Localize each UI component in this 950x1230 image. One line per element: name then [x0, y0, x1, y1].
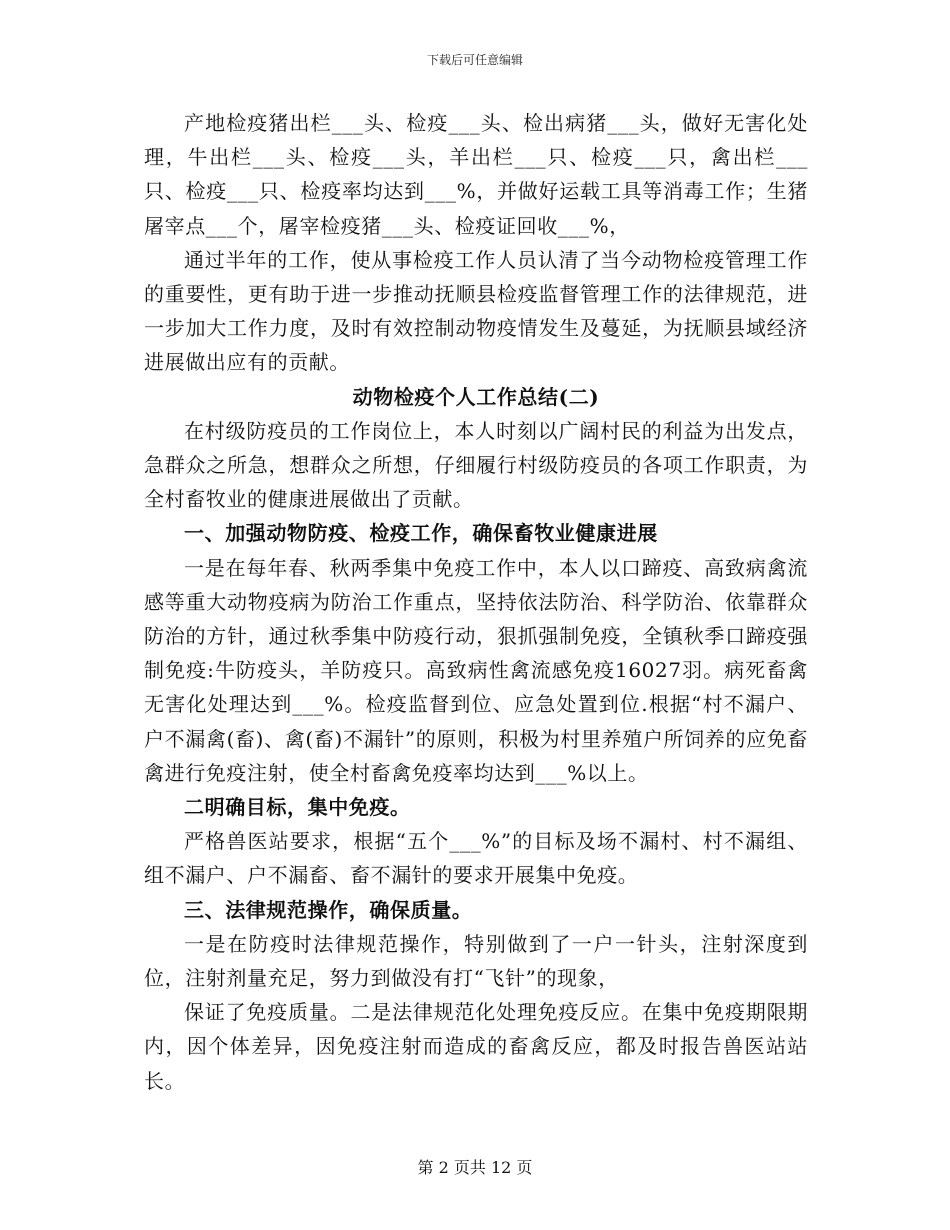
section-title: 动物检疫个人工作总结(二) — [352, 384, 600, 409]
heading-clear-goals: 二明确目标，集中免疫。 — [184, 795, 411, 820]
heading-strengthen-prevention: 一、加强动物防疫、检疫工作，确保畜牧业健康进展 — [184, 521, 658, 546]
heading-standard-operation: 三、法律规范操作，确保质量。 — [184, 897, 473, 922]
paragraph-immunization-work: 一是在每年春、秋两季集中免疫工作中，本人以口蹄疫、高致病禽流感等重大动物疫病为防治工作重点，坚持依法防治、科学防治、依靠群众防治的方针，通过秋季集中防疫行动，狠抓强制免疫，全镇秋季口蹄疫强制免疫:牛防疫头，羊防疫只。高致病性禽流感免疫16027羽。病死畜禽无害化处理达到___%。检疫监督到位、应急处置到位.根据“村不漏户、户不漏禽(畜)、禽(畜)不漏针”的原则，积极为村里养殖户所饲养的应免畜禽进行免疫注射，使全村畜禽免疫率均达到___%以上。 — [144, 555, 808, 785]
document-body — [144, 106, 808, 1098]
paragraph-quarantine-stats: 产地检疫猪出栏___头、检疫___头、检出病猪___头，做好无害化处理，牛出栏___头、检疫___头，羊出栏___只、检疫___只，禽出栏___只、检疫___只、检疫率均达到___%，并做好运载工具等消毒工作；生猪屠宰点___个，屠宰检疫猪___头、检疫证回收___%， — [144, 111, 808, 238]
paragraph-operation-detail: 一是在防疫时法律规范操作，特别做到了一户一针头，注射深度到位，注射剂量充足，努力到做没有打“飞针”的现象， — [144, 931, 808, 991]
paragraph-intro: 在村级防疫员的工作岗位上，本人时刻以广阔村民的利益为出发点，急群众之所急，想群众之所想，仔细履行村级防疫员的各项工作职责，为全村畜牧业的健康进展做出了贡献。 — [144, 418, 808, 512]
paragraph-half-year-summary: 通过半年的工作，使从事检疫工作人员认清了当今动物检疫管理工作的重要性，更有助于进一步推动抚顺县检疫监督管理工作的法律规范，进一步加大工作力度，及时有效控制动物疫情发生及蔓延，为抚顺县域经济进展做出应有的贡献。 — [144, 247, 808, 375]
page-footer: 第 2 页共 12 页 — [417, 1158, 533, 1177]
page-header: 下载后可任意编辑 — [426, 53, 523, 67]
paragraph-goals-detail: 严格兽医站要求，根据“五个___%”的目标及场不漏村、村不漏组、组不漏户、户不漏畜、畜不漏针的要求开展集中免疫。 — [144, 829, 808, 888]
paragraph-quality-assurance: 保证了免疫质量。二是法律规范化处理免疫反应。在集中免疫期限期内，因个体差异，因免疫注射而造成的畜禽反应，都及时报告兽医站站长。 — [144, 1000, 808, 1093]
